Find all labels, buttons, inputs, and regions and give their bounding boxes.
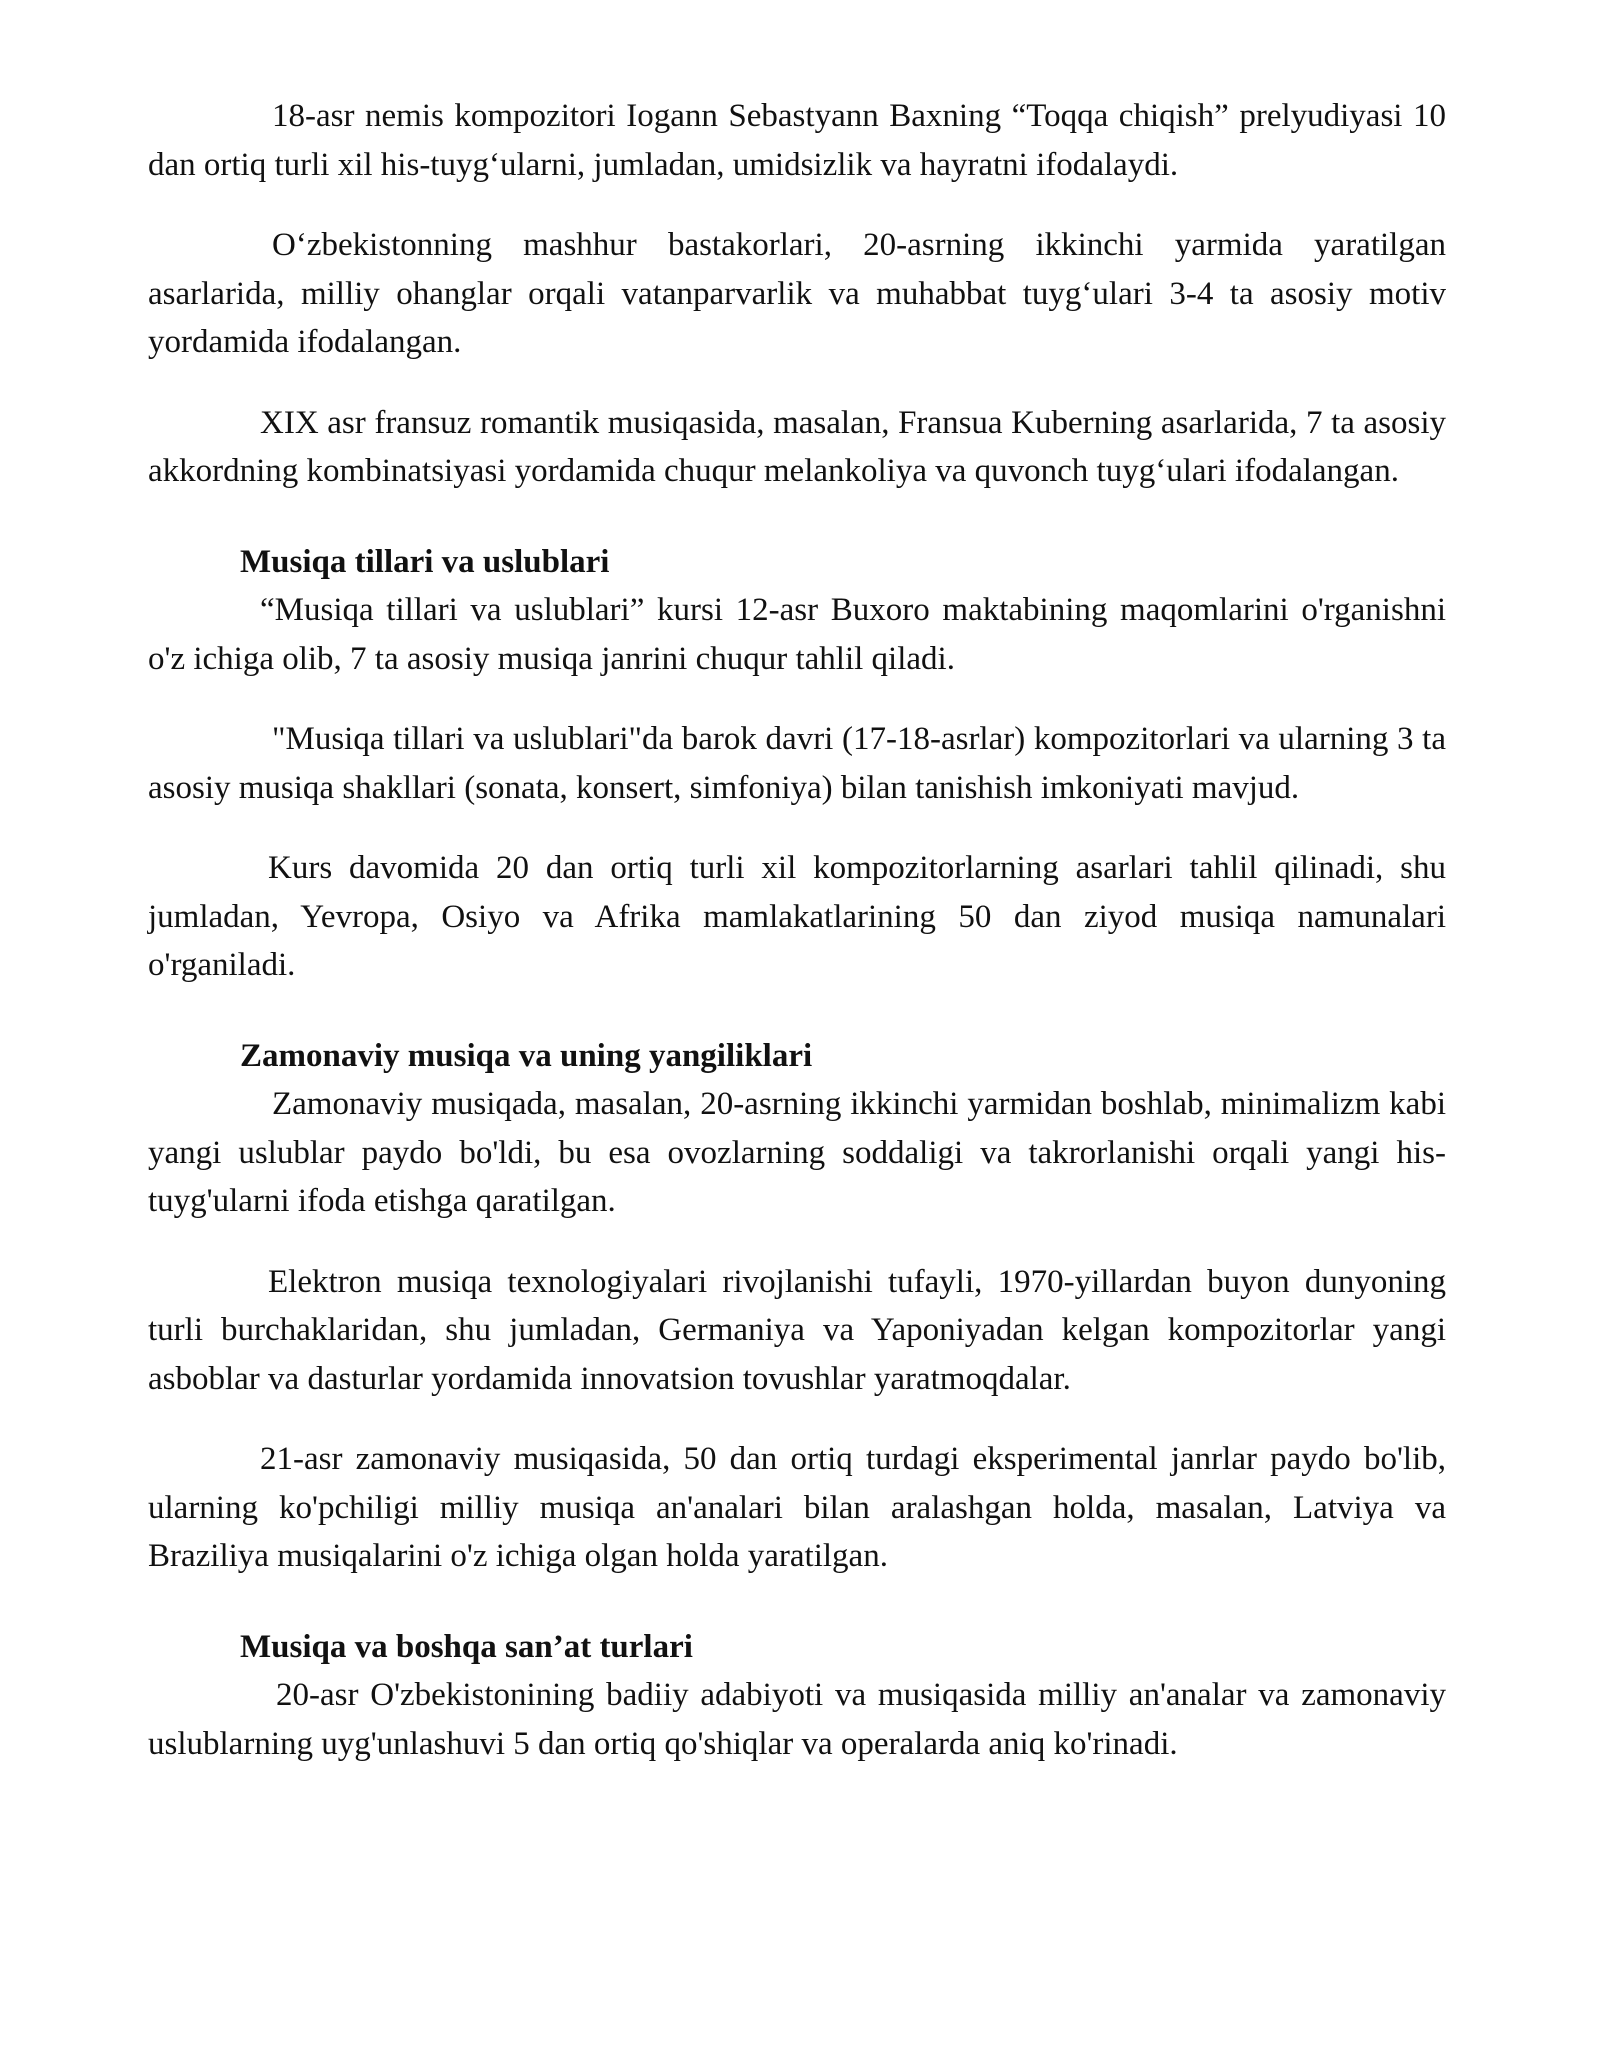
paragraph-course-bukhara: “Musiqa tillari va uslublari” kursi 12-asr Buxoro maktabining maqomlarini o'rganishni o'z ichiga olib, 7 ta asosiy musiqa janrini chuqur tahlil qiladi. — [148, 592, 1446, 677]
section-heading-music-and-arts: Musiqa va boshqa san’at turlari — [240, 1628, 693, 1665]
section-heading-modern-music: Zamonaviy musiqa va uning yangiliklari — [240, 1037, 813, 1074]
paragraph-baroque: "Musiqa tillari va uslublari"da barok davri (17-18-asrlar) kompozitorlari va ularning 3 ta asosiy musiqa shakllari (sonata, konsert, simfoniya) bilan tanishish imkoniyati mavjud. — [148, 721, 1446, 806]
paragraph-french-romantic: XIX asr fransuz romantik musiqasida, masalan, Fransua Kuberning asarlarida, 7 ta asosiy akkordning kombinatsiyasi yordamida chuqur melankoliya va quvonch tuyg‘ulari ifodalangan. — [148, 404, 1446, 489]
paragraph-electronic-music: Elektron musiqa texnologiyalari rivojlanishi tufayli, 1970-yillardan buyon dunyoning turli burchaklaridan, shu jumladan, Germaniya va Yaponiyadan kelgan kompozitorlar yangi asboblar va dasturlar yordamida innovatsion tovushlar yaratmoqdalar. — [148, 1263, 1446, 1397]
paragraph-uzbek-composers: O‘zbekistonning mashhur bastakorlari, 20-asrning ikkinchi yarmida yaratilgan asarlarida, milliy ohanglar orqali vatanparvarlik va muhabbat tuyg‘ulari 3-4 ta asosiy motiv yordamida ifodalangan. — [148, 227, 1446, 360]
paragraph-bach-prelude: 18-asr nemis kompozitori Iogann Sebastyann Baxning “Toqqa chiqish” prelyudiyasi 10 dan ortiq turli xil his-tuyg‘ularni, jumladan, umidsizlik va hayratni ifodalaydi. — [148, 98, 1446, 183]
paragraph-21st-century: 21-asr zamonaviy musiqasida, 50 dan ortiq turdagi eksperimental janrlar paydo bo'lib, ularning ko'pchiligi milliy musiqa an'analari bilan aralashgan holda, masalan, Latviya va Braziliya musiqalarini o'z ichiga olgan holda yaratilgan. — [148, 1441, 1446, 1574]
paragraph-course-analysis: Kurs davomida 20 dan ortiq turli xil kompozitorlarning asarlari tahlil qilinadi, shu jumladan, Yevropa, Osiyo va Afrika mamlakatlarining 50 dan ziyod musiqa namunalari o'rganiladi. — [148, 850, 1446, 983]
paragraph-uzbek-literature: 20-asr O'zbekistonining badiiy adabiyoti va musiqasida milliy an'analar va zamonaviy uslublarning uyg'unlashuvi 5 dan ortiq qo'shiqlar va operalarda aniq ko'rinadi. — [148, 1677, 1446, 1762]
document-page — [148, 92, 1446, 1768]
section-heading-music-languages: Musiqa tillari va uslublari — [240, 543, 610, 580]
paragraph-minimalism: Zamonaviy musiqada, masalan, 20-asrning ikkinchi yarmidan boshlab, minimalizm kabi yangi uslublar paydo bo'ldi, bu esa ovozlarning soddaligi va takrorlanishi orqali yangi his-tuyg'ularni ifoda etishga qaratilgan. — [148, 1086, 1446, 1219]
